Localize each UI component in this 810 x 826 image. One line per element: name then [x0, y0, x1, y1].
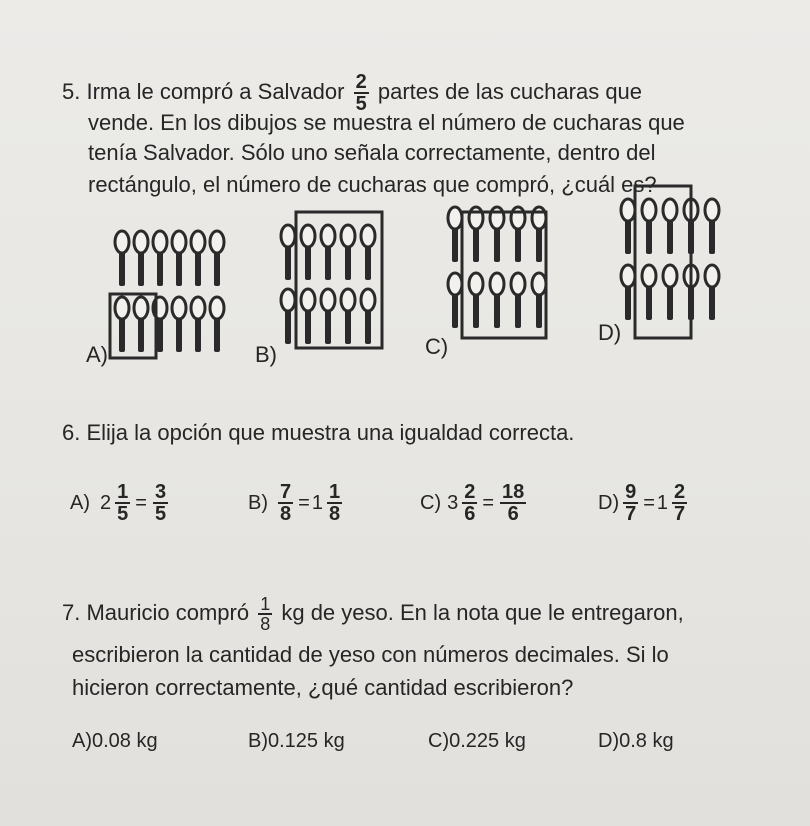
spoon-icon: [172, 231, 186, 286]
spoon-icon: [532, 273, 546, 328]
q6-a-whole1: 2: [100, 491, 112, 514]
q7-line2: escribieron la cantidad de yeso con números decimales. Si lo: [72, 642, 669, 667]
q6-d-n1: 9: [625, 481, 637, 503]
spoon-icon: [490, 273, 504, 328]
q5-line2: vende. En los dibujos se muestra el número de cucharas que: [88, 110, 685, 135]
spoon-icon: [642, 265, 656, 320]
option-a-figure: [110, 231, 224, 358]
q6-b-frac2: [327, 482, 342, 524]
spoon-icon: [448, 207, 462, 262]
spoon-icon: [301, 289, 315, 344]
spoon-icon: [134, 297, 148, 352]
spoon-icon: [321, 225, 335, 280]
spoon-icon: [490, 207, 504, 262]
q5-option-b-label[interactable]: B): [255, 342, 277, 367]
q5-option-d-label[interactable]: D): [598, 320, 622, 345]
spoon-icon: [532, 207, 546, 262]
spoon-icon: [469, 207, 483, 262]
spoon-icon: [341, 225, 355, 280]
q6-d-n2: 2: [674, 481, 686, 503]
q6-a-frac1: [115, 482, 130, 524]
q6-a-frac2: [153, 482, 168, 524]
q5-text-b: partes de las cucharas que: [377, 78, 643, 104]
q6-c-frac1: [462, 482, 477, 524]
q5-text-a: Irma le compró a Salvador: [86, 78, 345, 104]
q7-option-b[interactable]: B)0.125 kg: [248, 730, 345, 752]
q6-c-frac2: [500, 482, 526, 524]
q6-option-b[interactable]: [248, 482, 345, 524]
spoon-icon: [361, 225, 375, 280]
q6-c-equals: =: [482, 491, 495, 514]
q7-option-d[interactable]: D)0.8 kg: [598, 730, 674, 752]
spoon-icon: [321, 289, 335, 344]
spoon-icon: [361, 289, 375, 344]
spoon-icon: [663, 199, 677, 254]
option-d-figure: [621, 186, 719, 338]
spoon-icon: [281, 225, 295, 280]
spoon-icon: [469, 273, 483, 328]
spoon-icon: [210, 231, 224, 286]
option-b-figure: [281, 212, 382, 348]
spoon-icon: [115, 297, 129, 352]
spoon-icon: [172, 297, 186, 352]
q7-option-a[interactable]: A)0.08 kg: [72, 730, 158, 752]
q6-b-label: B): [248, 491, 268, 514]
q6-d-equals: =: [643, 491, 655, 514]
spoon-icon: [663, 265, 677, 320]
q6-option-a[interactable]: [70, 482, 171, 524]
q7-line1: [62, 595, 684, 633]
q6-c-n1: 2: [464, 481, 476, 503]
q7-fraction: [258, 595, 272, 633]
q5-option-a-label[interactable]: A): [86, 342, 108, 367]
spoon-icon: [511, 207, 525, 262]
q5-fraction-den: 5: [355, 93, 367, 115]
q7-option-c[interactable]: C)0.225 kg: [428, 730, 526, 752]
q6-a-equals: =: [135, 491, 147, 514]
q6-c-label: C): [420, 491, 442, 514]
q7-fraction-num: 1: [260, 594, 271, 614]
q5-option-c-label[interactable]: C): [425, 334, 449, 359]
q6-b-n1: 7: [280, 481, 292, 503]
spoon-icon: [621, 265, 635, 320]
q6-c-whole1: 3: [447, 491, 459, 514]
q6-option-d[interactable]: [598, 482, 690, 524]
q7-line3: hicieron correctamente, ¿qué cantidad escribieron?: [72, 675, 574, 700]
q6-a-label: A): [70, 491, 90, 514]
spoon-icon: [191, 231, 205, 286]
q6-d-label: D): [598, 491, 620, 514]
spoon-icon: [642, 199, 656, 254]
q6-option-c[interactable]: [420, 482, 529, 524]
q6-d-d2: 7: [674, 503, 686, 525]
option-c-figure: [448, 207, 546, 338]
q6-b-d1: 8: [280, 503, 292, 525]
q6-c-d2: 6: [500, 502, 526, 524]
q6-c-d1: 6: [464, 503, 476, 525]
q6-b-whole2: 1: [311, 491, 323, 514]
q6-d-whole2: 1: [656, 491, 669, 514]
q6-a-d2: 5: [154, 503, 167, 525]
q6-b-n2: 1: [328, 481, 341, 503]
q7-fraction-den: 8: [260, 614, 271, 634]
spoon-icon: [341, 289, 355, 344]
q6-a-n2: 3: [154, 481, 167, 503]
q7-text-b: kg de yeso. En la nota que le entregaron,: [281, 599, 684, 625]
spoon-icon: [191, 297, 205, 352]
q5-line4: rectángulo, el número de cucharas que compró, ¿cuál es?: [88, 172, 657, 197]
q6-d-frac1: [623, 482, 638, 524]
spoon-icon: [705, 265, 719, 320]
q6-b-equals: =: [298, 491, 310, 514]
q6-c-n2: 18: [502, 481, 525, 503]
q6-b-d2: 8: [328, 503, 341, 525]
spoon-icon: [621, 199, 635, 254]
q6-text: 6. Elija la opción que muestra una igualdad correcta.: [62, 420, 575, 445]
spoon-icon: [281, 289, 295, 344]
q6-a-n1: 1: [117, 481, 129, 503]
spoon-figures: [0, 170, 810, 370]
q5-fraction-num: 2: [355, 71, 367, 93]
q6-b-frac1: [278, 482, 293, 524]
q6-d-frac2: [672, 482, 687, 524]
spoon-icon: [115, 231, 129, 286]
spoon-icon: [134, 231, 148, 286]
spoon-icon: [448, 273, 462, 328]
spoon-icon: [511, 273, 525, 328]
q5-line3: tenía Salvador. Sólo uno señala correctamente, dentro del: [88, 140, 656, 165]
q6-a-d1: 5: [117, 503, 129, 525]
spoon-icon: [210, 297, 224, 352]
spoon-icon: [301, 225, 315, 280]
q5-number: 5.: [62, 78, 81, 104]
spoon-icon: [153, 231, 167, 286]
q6-d-d1: 7: [625, 503, 637, 525]
spoon-icon: [705, 199, 719, 254]
q7-text-a: 7. Mauricio compró: [62, 599, 250, 625]
